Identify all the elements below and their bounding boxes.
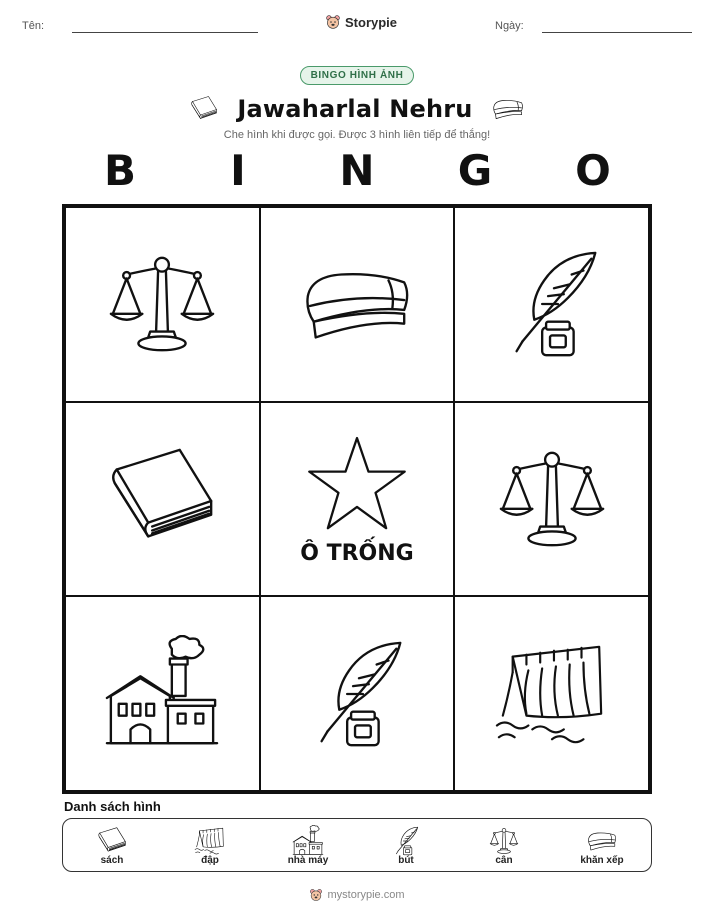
bingo-grid bbox=[62, 204, 652, 794]
brand-name: Storypie bbox=[345, 14, 398, 30]
picture-list bbox=[62, 818, 652, 872]
bingo-cell[interactable] bbox=[260, 207, 455, 402]
list-item-label: bút bbox=[398, 854, 414, 866]
bingo-cell[interactable] bbox=[454, 207, 649, 402]
bingo-letter-b: B bbox=[103, 146, 136, 195]
list-item bbox=[562, 825, 642, 866]
date-label: Ngày: bbox=[495, 20, 524, 32]
bingo-letter-g: G bbox=[457, 146, 493, 195]
date-field[interactable] bbox=[542, 32, 692, 33]
scales-icon bbox=[488, 825, 520, 857]
bingo-cell[interactable] bbox=[260, 596, 455, 791]
list-item-label: nhà máy bbox=[287, 854, 329, 866]
footer-link[interactable] bbox=[309, 888, 404, 902]
bingo-cell-free[interactable] bbox=[260, 402, 455, 597]
brand-logo bbox=[325, 14, 397, 30]
book-icon bbox=[103, 440, 221, 558]
free-space-label: Ô TRỐNG bbox=[300, 541, 414, 567]
quill-icon bbox=[493, 245, 611, 363]
scales-icon bbox=[493, 440, 611, 558]
cap-icon bbox=[586, 825, 618, 857]
cap-icon bbox=[298, 245, 416, 363]
bingo-cell[interactable] bbox=[65, 402, 260, 597]
book-icon bbox=[189, 94, 219, 124]
quill-icon bbox=[390, 825, 422, 857]
list-item bbox=[170, 825, 250, 866]
cap-icon bbox=[491, 92, 525, 126]
dam-icon bbox=[194, 825, 226, 857]
list-item-label: khăn xếp bbox=[580, 854, 624, 866]
list-item bbox=[72, 825, 152, 866]
book-icon bbox=[96, 825, 128, 857]
list-item-label: sách bbox=[100, 854, 124, 866]
factory-icon bbox=[103, 635, 221, 753]
bingo-cell[interactable] bbox=[65, 596, 260, 791]
bingo-letter-n: N bbox=[339, 146, 375, 195]
name-field[interactable] bbox=[72, 32, 258, 33]
category-badge: BINGO HÌNH ẢNH bbox=[300, 66, 415, 85]
instructions: Che hình khi được gọi. Được 3 hình liên tiếp để thắng! bbox=[223, 129, 491, 141]
bingo-letter-i: I bbox=[230, 146, 246, 195]
bingo-cell[interactable] bbox=[65, 207, 260, 402]
bear-icon bbox=[325, 14, 341, 30]
factory-icon bbox=[292, 825, 324, 857]
list-item bbox=[268, 825, 348, 866]
bingo-cell[interactable] bbox=[454, 596, 649, 791]
list-item bbox=[464, 825, 544, 866]
quill-icon bbox=[298, 635, 416, 753]
picture-list-title: Danh sách hình bbox=[64, 799, 161, 814]
footer-url: mystorypie.com bbox=[327, 889, 405, 901]
scales-icon bbox=[103, 245, 221, 363]
list-item-label: đập bbox=[201, 854, 219, 866]
list-item bbox=[366, 825, 446, 866]
page-title: Jawaharlal Nehru bbox=[237, 95, 473, 123]
bingo-letter-o: O bbox=[575, 146, 611, 195]
list-item-label: cân bbox=[495, 854, 513, 866]
bingo-cell[interactable] bbox=[454, 402, 649, 597]
dam-icon bbox=[493, 635, 611, 753]
name-label: Tên: bbox=[22, 20, 45, 32]
star-icon bbox=[304, 431, 410, 537]
bear-icon bbox=[309, 888, 323, 902]
